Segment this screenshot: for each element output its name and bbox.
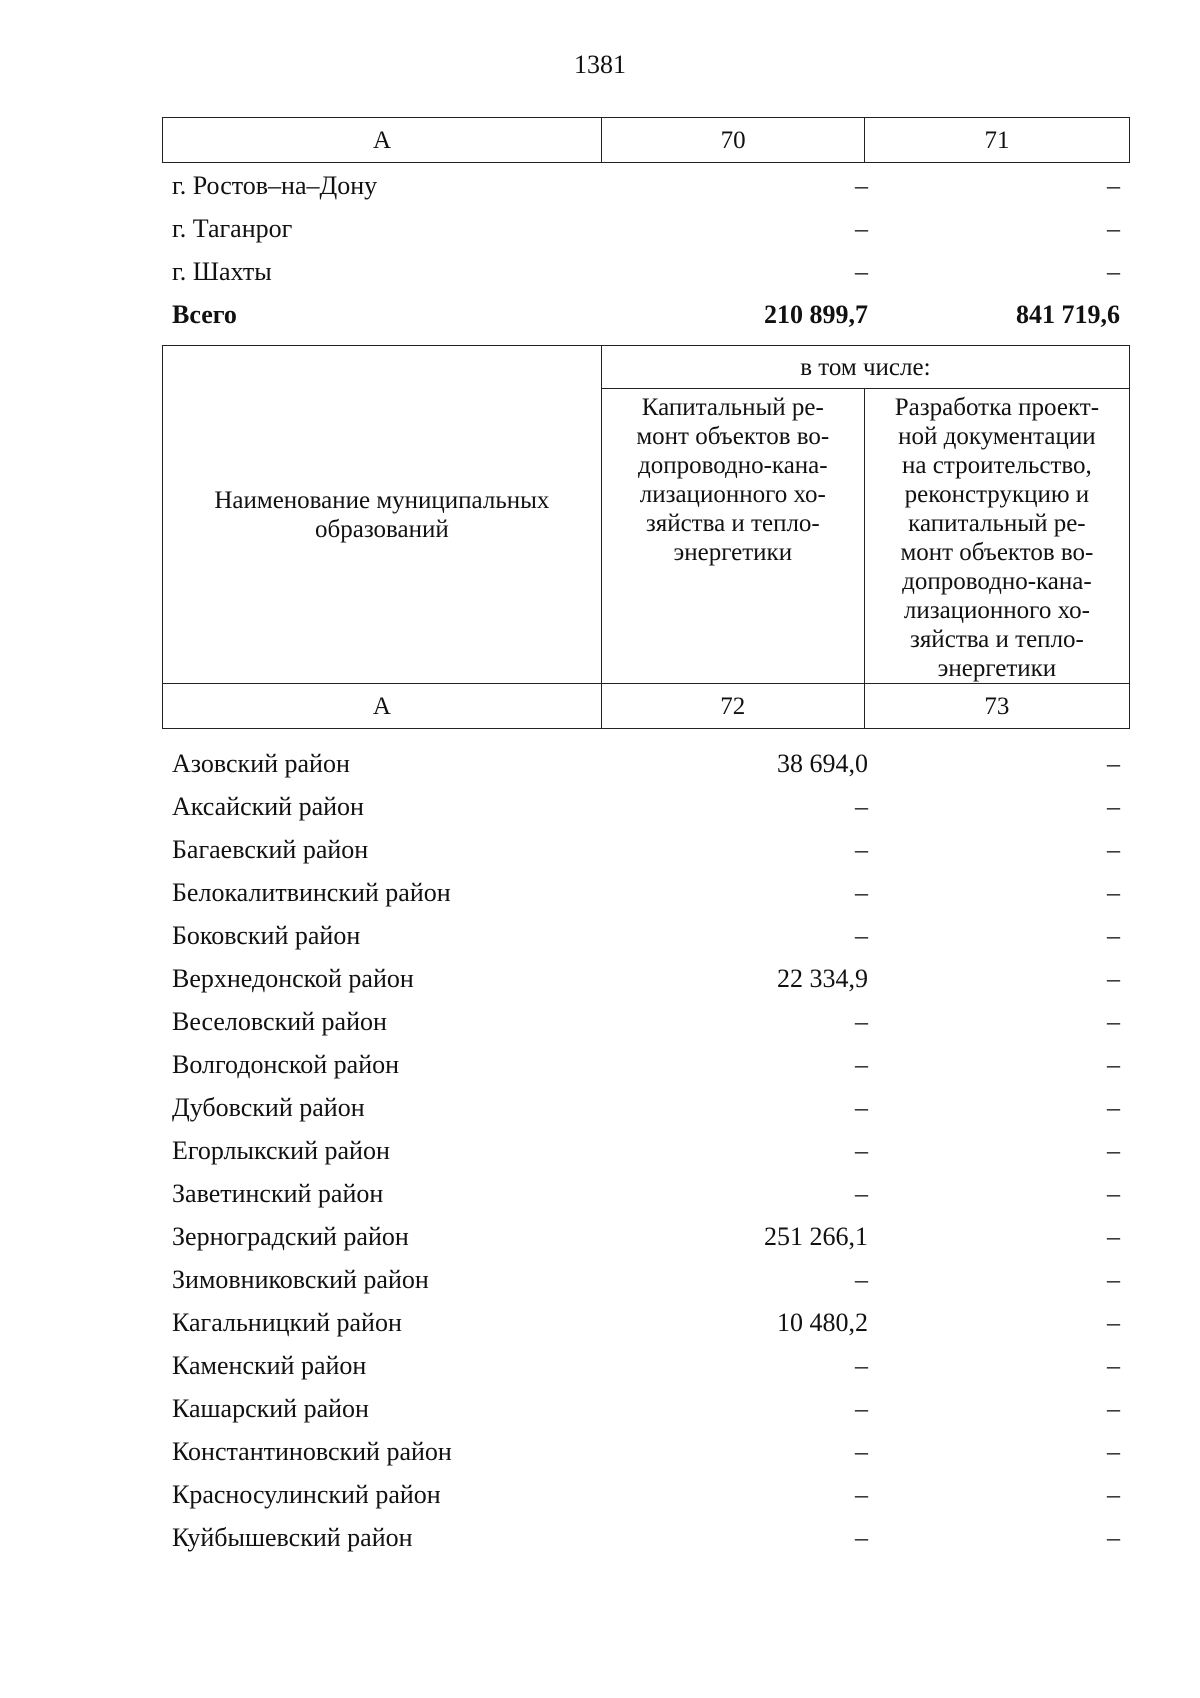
table2-body — [172, 742, 1120, 1559]
table-row — [172, 1430, 1120, 1473]
value-col-2: – — [1107, 1480, 1120, 1509]
municipality-name-header-line: Наименование муниципальных — [214, 486, 550, 514]
value-col-1: – — [855, 921, 868, 950]
header-text-line: допроводно-кана- — [902, 568, 1092, 595]
table-row — [172, 1258, 1120, 1301]
municipality-name: г. Шахты — [172, 257, 272, 286]
value-col-1: – — [855, 1523, 868, 1552]
value-col-2: – — [1107, 1437, 1120, 1466]
value-col-1: – — [855, 214, 868, 243]
table-row — [172, 1516, 1120, 1559]
municipality-name: Егорлыкский район — [172, 1136, 390, 1165]
value-col-2: – — [1107, 1179, 1120, 1208]
header-text-line: допроводно-кана- — [637, 452, 828, 479]
value-col-1: 10 480,2 — [777, 1308, 868, 1337]
value-col-2: – — [1107, 835, 1120, 864]
value-col-1: 210 899,7 — [764, 300, 868, 329]
value-col-1: – — [855, 1437, 868, 1466]
value-col-2: – — [1107, 214, 1120, 243]
value-col-2: – — [1107, 878, 1120, 907]
table-row — [172, 250, 1120, 293]
value-col-2: – — [1107, 1136, 1120, 1165]
municipality-name: Веселовский район — [172, 1007, 387, 1036]
including-group-header: в том числе: — [601, 346, 1129, 389]
value-col-1: – — [855, 1179, 868, 1208]
header-text-line: на строительство, — [902, 452, 1092, 479]
header-text-line: Разработка проект- — [894, 394, 1100, 421]
header-text-line: лизационного хо- — [903, 597, 1090, 624]
header-text-line: энергетики — [673, 539, 793, 566]
table-row — [172, 828, 1120, 871]
municipality-name: Красносулинский район — [172, 1480, 441, 1509]
value-col-2: – — [1107, 1394, 1120, 1423]
table1-header-col-a: А — [163, 118, 602, 163]
municipality-name-header-line: образований — [315, 515, 449, 543]
header-text-line: ной документации — [898, 423, 1096, 450]
table-row — [172, 1215, 1120, 1258]
table-row — [172, 1344, 1120, 1387]
value-col-1: – — [855, 835, 868, 864]
value-col-2: – — [1107, 1050, 1120, 1079]
header-text-line: капитальный ре- — [908, 510, 1086, 537]
header-text-line: монт объектов во- — [900, 539, 1094, 566]
value-col-2: – — [1107, 1523, 1120, 1552]
municipality-name: Зерноградский район — [172, 1222, 409, 1251]
municipality-name: Зимовниковский район — [172, 1265, 429, 1294]
header-text-line: зяйства и тепло- — [645, 510, 820, 537]
value-col-1: – — [855, 1394, 868, 1423]
table1-header — [162, 117, 1130, 163]
table-row — [172, 914, 1120, 957]
value-col-2: 841 719,6 — [1016, 300, 1120, 329]
value-col-1: – — [855, 1351, 868, 1380]
value-col-2: – — [1107, 257, 1120, 286]
table1-header-col-71: 71 — [865, 118, 1130, 163]
table-row — [172, 957, 1120, 1000]
value-col-2: – — [1107, 171, 1120, 200]
value-col-2: – — [1107, 1351, 1120, 1380]
table1-body — [172, 164, 1120, 336]
municipality-name: Дубовский район — [172, 1093, 365, 1122]
municipality-name: Аксайский район — [172, 792, 364, 821]
header-text-line: Капитальный ре- — [641, 394, 824, 421]
table-row — [172, 785, 1120, 828]
value-col-1: – — [855, 171, 868, 200]
value-col-1: – — [855, 1136, 868, 1165]
value-col-1: – — [855, 1007, 868, 1036]
value-col-1: – — [855, 792, 868, 821]
municipality-name: Каменский район — [172, 1351, 367, 1380]
table-row — [172, 1172, 1120, 1215]
value-col-2: – — [1107, 1265, 1120, 1294]
header-text-line: зяйства и тепло- — [909, 626, 1084, 653]
header-text-line: монт объектов во- — [636, 423, 830, 450]
value-col-2: – — [1107, 1093, 1120, 1122]
table-row — [172, 1129, 1120, 1172]
municipality-name: Константиновский район — [172, 1437, 452, 1466]
value-col-1: 251 266,1 — [764, 1222, 868, 1251]
table-row — [172, 164, 1120, 207]
table2-header-col-73: 73 — [864, 684, 1129, 729]
value-col-2: – — [1107, 1007, 1120, 1036]
table-row — [172, 1000, 1120, 1043]
value-col-1: – — [855, 1480, 868, 1509]
value-col-1: 22 334,9 — [777, 964, 868, 993]
value-col-2: – — [1107, 964, 1120, 993]
value-col-2: – — [1107, 749, 1120, 778]
total-row — [172, 293, 1120, 336]
municipality-name-header — [163, 346, 602, 684]
table-row — [172, 1043, 1120, 1086]
design-documentation-header — [864, 389, 1129, 684]
table-row — [172, 1387, 1120, 1430]
value-col-1: 38 694,0 — [777, 749, 868, 778]
value-col-2: – — [1107, 792, 1120, 821]
table2-header-col-72: 72 — [601, 684, 864, 729]
table-row — [172, 742, 1120, 785]
header-text-line: лизационного хо- — [639, 481, 826, 508]
table1-header-col-70: 70 — [602, 118, 865, 163]
value-col-2: – — [1107, 1222, 1120, 1251]
municipality-name: Верхнедонской район — [172, 964, 414, 993]
value-col-1: – — [855, 1050, 868, 1079]
header-text-line: энергетики — [937, 655, 1057, 682]
value-col-1: – — [855, 878, 868, 907]
table2-header-col-a: А — [163, 684, 602, 729]
municipality-name: Белокалитвинский район — [172, 878, 451, 907]
page-number: 1381 — [574, 50, 626, 79]
header-text-line: реконструкцию и — [904, 481, 1090, 508]
table-row — [172, 871, 1120, 914]
table-row — [172, 1086, 1120, 1129]
municipality-name: Куйбышевский район — [172, 1523, 413, 1552]
table2-header — [162, 345, 1130, 729]
table-row — [172, 207, 1120, 250]
municipality-name: Боковский район — [172, 921, 361, 950]
capital-repair-header — [601, 389, 864, 684]
municipality-name: Кагальницкий район — [172, 1308, 402, 1337]
table-row — [172, 1301, 1120, 1344]
value-col-2: – — [1107, 1308, 1120, 1337]
municipality-name: г. Ростов–на–Дону — [172, 171, 378, 200]
municipality-name: Кашарский район — [172, 1394, 369, 1423]
value-col-1: – — [855, 1265, 868, 1294]
municipality-name: г. Таганрог — [172, 214, 293, 243]
table-row — [172, 1473, 1120, 1516]
municipality-name: Всего — [172, 300, 237, 329]
value-col-1: – — [855, 257, 868, 286]
municipality-name: Волгодонской район — [172, 1050, 400, 1079]
municipality-name: Азовский район — [172, 749, 350, 778]
value-col-2: – — [1107, 921, 1120, 950]
municipality-name: Багаевский район — [172, 835, 369, 864]
municipality-name: Заветинский район — [172, 1179, 384, 1208]
value-col-1: – — [855, 1093, 868, 1122]
